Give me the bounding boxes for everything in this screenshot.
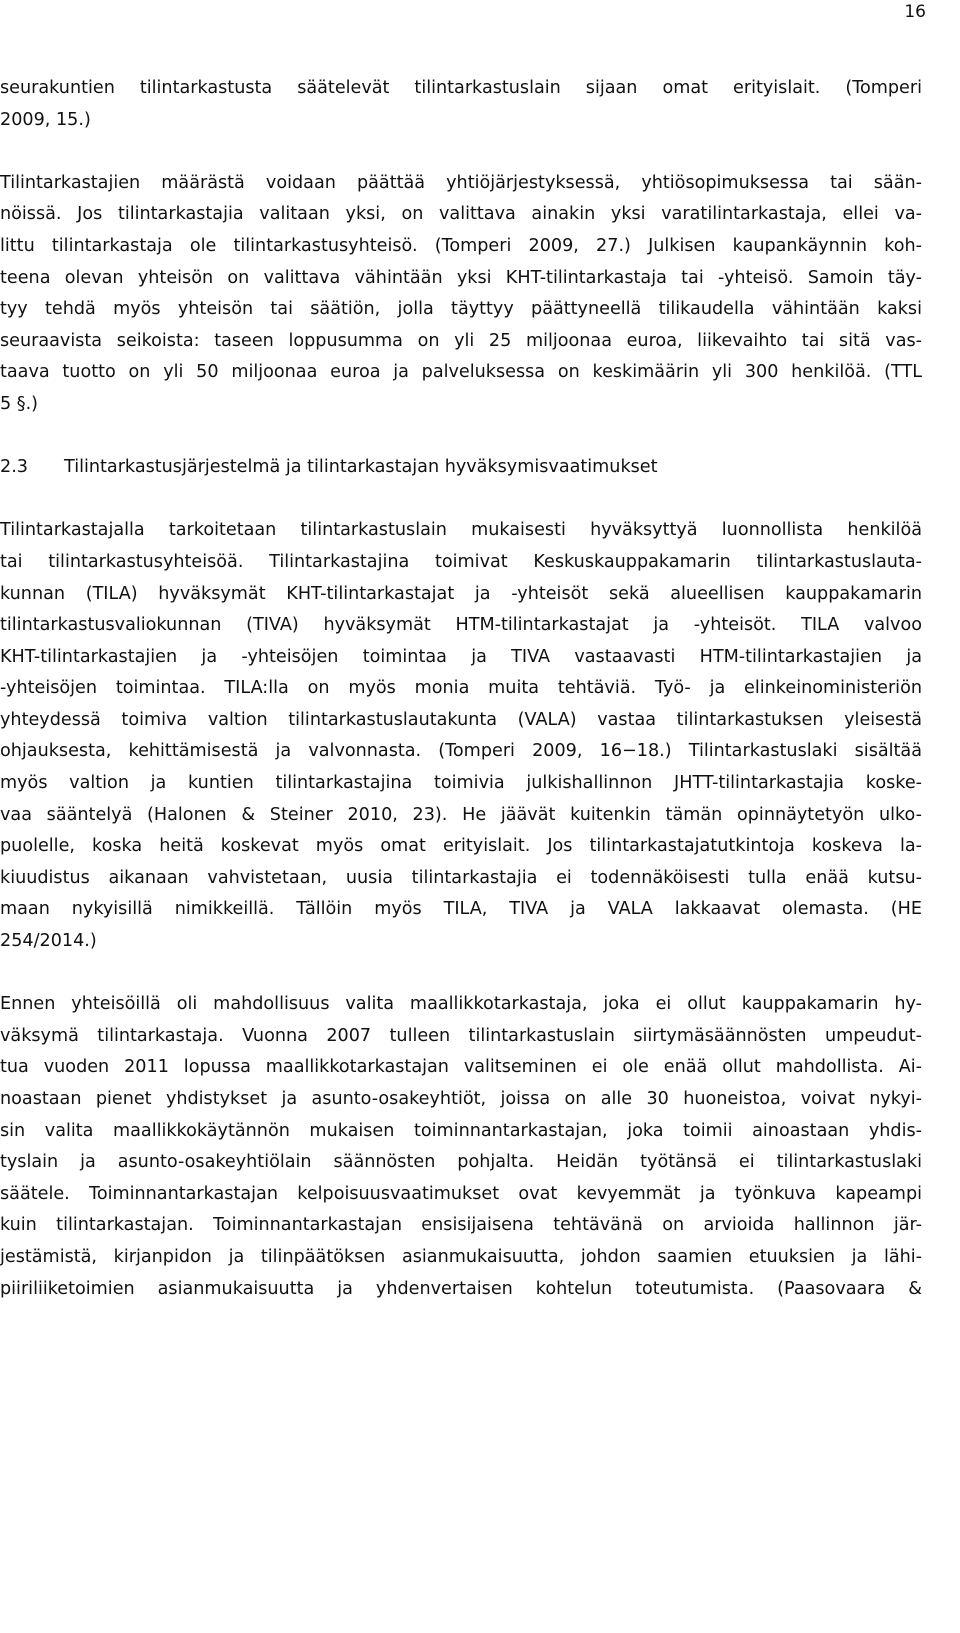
text-line: vaa sääntelyä (Halonen & Steiner 2010, 23). He jäävät kuitenkin tämän opinnäytetyön ulko- [0,804,922,825]
text-line: teena olevan yhteisön on valittava vähintään yksi KHT-tilintarkastaja tai -yhteisö. Samoin täy- [0,267,922,288]
text-line: -yhteisöjen toimintaa. TILA:lla on myös monia muita tehtäviä. Työ- ja elinkeinoministeriön [0,678,922,699]
text-line: jestämistä, kirjanpidon ja tilinpäätöksen asianmukaisuutta, johdon saamien etuuksien ja lähi- [0,1246,922,1267]
text-line: 2009, 15.) [0,109,91,130]
text-line: tyy tehdä myös yhteisön tai säätiön, jolla täyttyy päättyneellä tilikaudella vähintään kaksi [0,299,922,320]
text-line: KHT-tilintarkastajien ja -yhteisöjen toimintaa ja TIVA vastaavasti HTM-tilintarkastajien ja [0,646,922,667]
text-line: väksymä tilintarkastaja. Vuonna 2007 tulleen tilintarkastuslain siirtymäsäännösten umpeudut- [0,1025,922,1046]
text-line: kiuudistus aikanaan vahvistetaan, uusia tilintarkastajia ei todennäköisesti tulla enää kutsu- [0,867,922,888]
text-line: kuin tilintarkastajan. Toiminnantarkastajan ensisijaisena tehtävänä on arvioida hallinnon jär- [0,1215,922,1236]
text-line: 5 §.) [0,393,39,414]
text-line: säätele. Toiminnantarkastajan kelpoisuusvaatimukset ovat kevyemmät ja työnkuva kapeampi [0,1183,922,1204]
text-line: seurakuntien tilintarkastusta säätelevät tilintarkastuslain sijaan omat erityislait. (Tomperi [0,78,922,98]
paragraph-gap [0,484,922,516]
text-line: myös valtion ja kuntien tilintarkastajina toimivia julkishallinnon JHTT-tilintarkastajia koske- [0,773,922,794]
text-line: Ennen yhteisöillä oli mahdollisuus valita maallikkotarkastaja, joka ei ollut kauppakamarin hy- [0,994,922,1015]
paragraph-gap [0,958,922,990]
text-line: kunnan (TILA) hyväksymät KHT-tilintarkastajat ja -yhteisöt sekä alueellisen kauppakamarin [0,583,922,604]
text-line: noastaan pienet yhdistykset ja asunto-osakeyhtiöt, joissa on alle 30 huoneistoa, voivat nykyi- [0,1089,922,1109]
text-line: Tilintarkastajien määrästä voidaan päättää yhtiöjärjestyksessä, yhtiösopimuksessa tai sään- [0,172,922,193]
text-line: puolelle, koska heitä koskevat myös omat erityislait. Jos tilintarkastajatutkintoja koskeva la- [0,836,922,857]
text-line: sin valita maallikkokäytännön mukaisen toiminnantarkastajan, joka toimii ainoastaan yhdis- [0,1120,922,1141]
page-number: 16 [904,2,926,22]
text-line: tai tilintarkastusyhteisöä. Tilintarkastajina toimivat Keskuskauppakamarin tilintarkastuslauta- [0,551,922,572]
text-line: 254/2014.) [0,931,97,952]
section-title: Tilintarkastusjärjestelmä ja tilintarkastajan hyväksymisvaatimukset [64,457,658,478]
paragraph-2 [0,168,922,421]
text-line: tua vuoden 2011 lopussa maallikkotarkastajan valitseminen ei ole enää ollut mahdollista. Ai- [0,1057,922,1078]
text-line: yhteydessä toimiva valtion tilintarkastuslautakunta (VALA) vastaa tilintarkastuksen yleisestä [0,709,922,730]
section-heading [0,452,922,484]
text-line: nöissä. Jos tilintarkastajia valitaan yksi, on valittava ainakin yksi varatilintarkastaja, ellei va- [0,204,922,225]
text-line: Tilintarkastajalla tarkoitetaan tilintarkastuslain mukaisesti hyväksyttyä luonnollista henkilöä [0,520,922,541]
paragraph-1 [0,73,922,136]
paragraph-gap [0,421,922,453]
section-number: 2.3 [0,457,28,478]
text-line: seuraavista seikoista: taseen loppusumma on yli 25 miljoonaa euroa, liikevaihto tai sitä vas- [0,330,922,351]
paragraph-3 [0,515,922,957]
paragraph-4 [0,989,922,1305]
text-line: taava tuotto on yli 50 miljoonaa euroa ja palveluksessa on keskimäärin yli 300 henkilöä. (TTL [0,362,922,383]
text-line: piiriliiketoimien asianmukaisuutta ja yhdenvertaisen kohtelun toteutumista. (Paasovaara & [0,1278,922,1299]
paragraph-gap [0,136,922,168]
document-body [0,73,922,1305]
text-line: maan nykyisillä nimikkeillä. Tällöin myös TILA, TIVA ja VALA lakkaavat olemasta. (HE [0,899,922,920]
text-line: tilintarkastusvaliokunnan (TIVA) hyväksymät HTM-tilintarkastajat ja -yhteisöt. TILA valvoo [0,615,922,636]
text-line: tyslain ja asunto-osakeyhtiölain säännösten pohjalta. Heidän työtänsä ei tilintarkastuslaki [0,1152,922,1173]
text-line: ohjauksesta, kehittämisestä ja valvonnasta. (Tomperi 2009, 16−18.) Tilintarkastuslaki sisältää [0,741,922,762]
text-line: littu tilintarkastaja ole tilintarkastusyhteisö. (Tomperi 2009, 27.) Julkisen kaupankäynnin koh- [0,235,922,256]
